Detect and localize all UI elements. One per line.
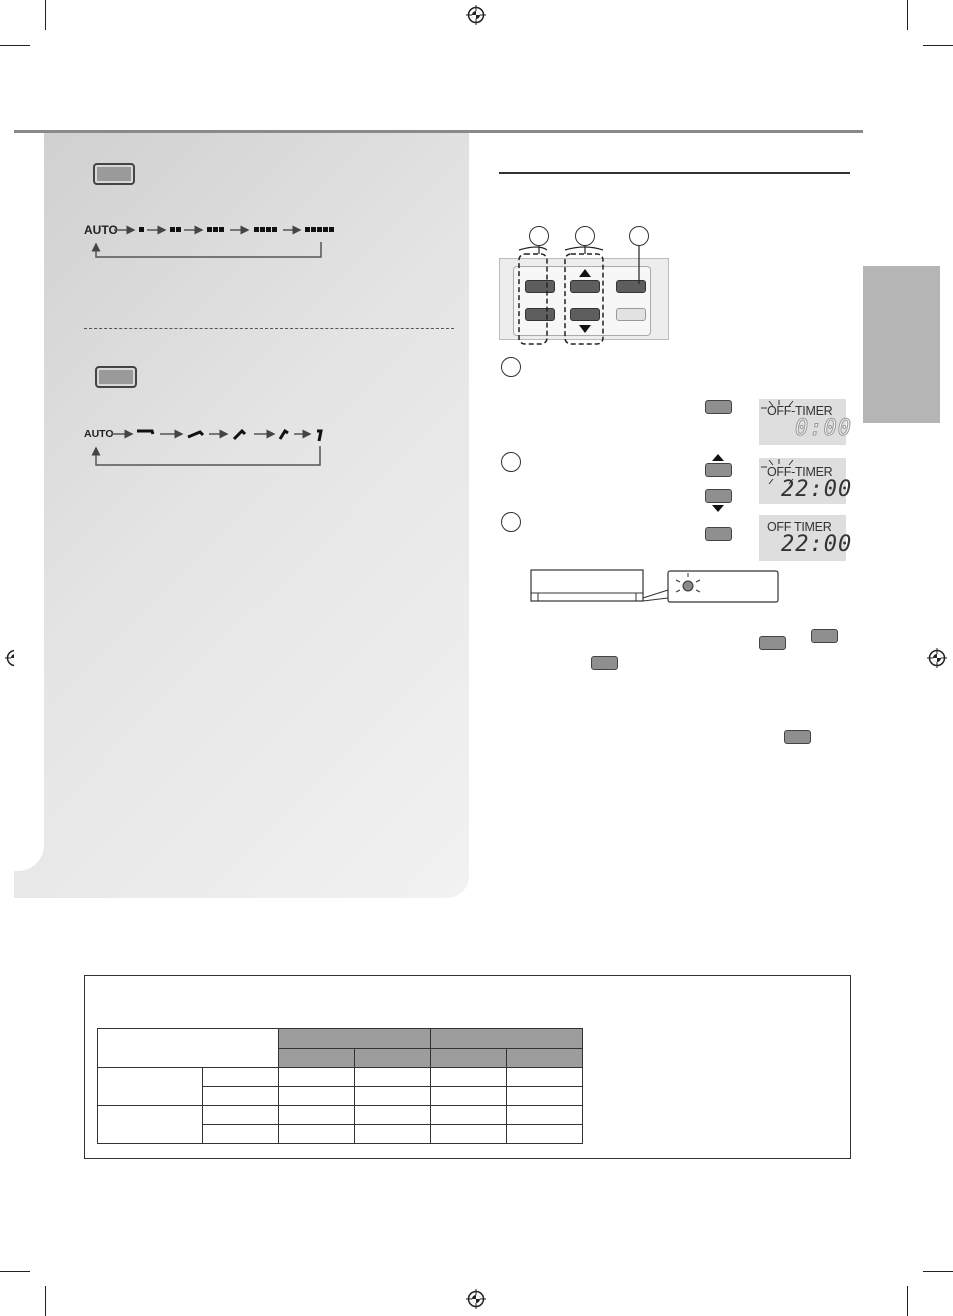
registration-mark-icon — [466, 1289, 486, 1309]
table-row — [98, 1106, 583, 1125]
table-cell — [98, 1068, 203, 1106]
table-cell — [431, 1106, 507, 1125]
section-divider — [84, 328, 454, 329]
table-header-cell — [279, 1049, 355, 1068]
step-marker-3 — [501, 512, 521, 532]
crop-mark — [923, 45, 953, 46]
lcd-time: 22:00 — [781, 477, 853, 502]
table-cell — [431, 1125, 507, 1144]
table-cell — [279, 1068, 355, 1087]
table-header-cell — [431, 1049, 507, 1068]
table-cell — [279, 1106, 355, 1125]
table-cell — [431, 1087, 507, 1106]
crop-mark — [0, 1271, 30, 1272]
table-cell — [507, 1106, 583, 1125]
table-cell — [279, 1087, 355, 1106]
arrow-down-icon — [712, 505, 724, 512]
spec-table — [97, 1028, 583, 1144]
table-row — [98, 1068, 583, 1087]
table-cell — [98, 1106, 203, 1144]
lcd-time: 0:00 — [795, 416, 852, 441]
table-header-cell — [431, 1029, 583, 1049]
inline-button-icon — [811, 629, 838, 643]
inline-button-icon — [759, 636, 786, 650]
table-cell — [355, 1125, 431, 1144]
indoor-unit-diagram — [530, 568, 780, 606]
inline-button-icon — [784, 730, 811, 744]
inline-button-icon — [591, 656, 618, 670]
table-cell — [355, 1068, 431, 1087]
crop-mark — [907, 1286, 908, 1316]
remote-callout-lines — [499, 236, 669, 346]
crop-mark — [923, 1271, 953, 1272]
chapter-side-tab — [863, 266, 940, 423]
time-up-button-icon — [705, 463, 732, 477]
section-heading-rule — [499, 172, 850, 174]
off-timer-button-icon — [705, 400, 732, 414]
panel-margin — [14, 133, 44, 871]
table-cell — [279, 1125, 355, 1144]
fan-speed-auto-label: AUTO — [84, 223, 118, 237]
table-cell — [203, 1087, 279, 1106]
registration-mark-icon — [466, 5, 486, 25]
lcd-label: OFF-TIMER — [767, 404, 833, 418]
lcd-display-step-2 — [759, 458, 853, 504]
table-cell — [203, 1068, 279, 1087]
table-cell — [355, 1106, 431, 1125]
table-header-cell — [355, 1049, 431, 1068]
fan-speed-button-icon — [93, 163, 135, 185]
table-cell — [355, 1087, 431, 1106]
arrow-up-icon — [712, 454, 724, 461]
time-down-button-icon — [705, 489, 732, 503]
table-cell — [98, 1029, 279, 1068]
airflow-auto-label: AUTO — [84, 428, 114, 440]
lcd-label: OFF TIMER — [767, 520, 832, 534]
table-cell — [203, 1125, 279, 1144]
table-cell — [203, 1106, 279, 1125]
lcd-time: 22:00 — [781, 532, 853, 557]
airflow-direction-button-icon — [95, 366, 137, 388]
set-button-icon — [705, 527, 732, 541]
table-header-cell — [279, 1029, 431, 1049]
step-marker-1 — [501, 357, 521, 377]
crop-mark — [45, 1286, 46, 1316]
table-header-cell — [507, 1049, 583, 1068]
table-cell — [507, 1087, 583, 1106]
step-marker-2 — [501, 452, 521, 472]
airflow-sequence-diagram — [84, 420, 334, 470]
table-cell — [431, 1068, 507, 1087]
crop-mark — [907, 0, 908, 30]
table-row — [98, 1029, 583, 1049]
registration-mark-icon — [927, 648, 947, 668]
crop-mark — [45, 0, 46, 30]
lcd-display-step-3 — [759, 515, 853, 561]
fan-speed-sequence-diagram — [84, 218, 354, 262]
table-cell — [507, 1068, 583, 1087]
lcd-label: OFF-TIMER — [767, 465, 833, 479]
crop-mark — [0, 45, 30, 46]
lcd-display-step-1 — [759, 399, 852, 445]
table-cell — [507, 1125, 583, 1144]
